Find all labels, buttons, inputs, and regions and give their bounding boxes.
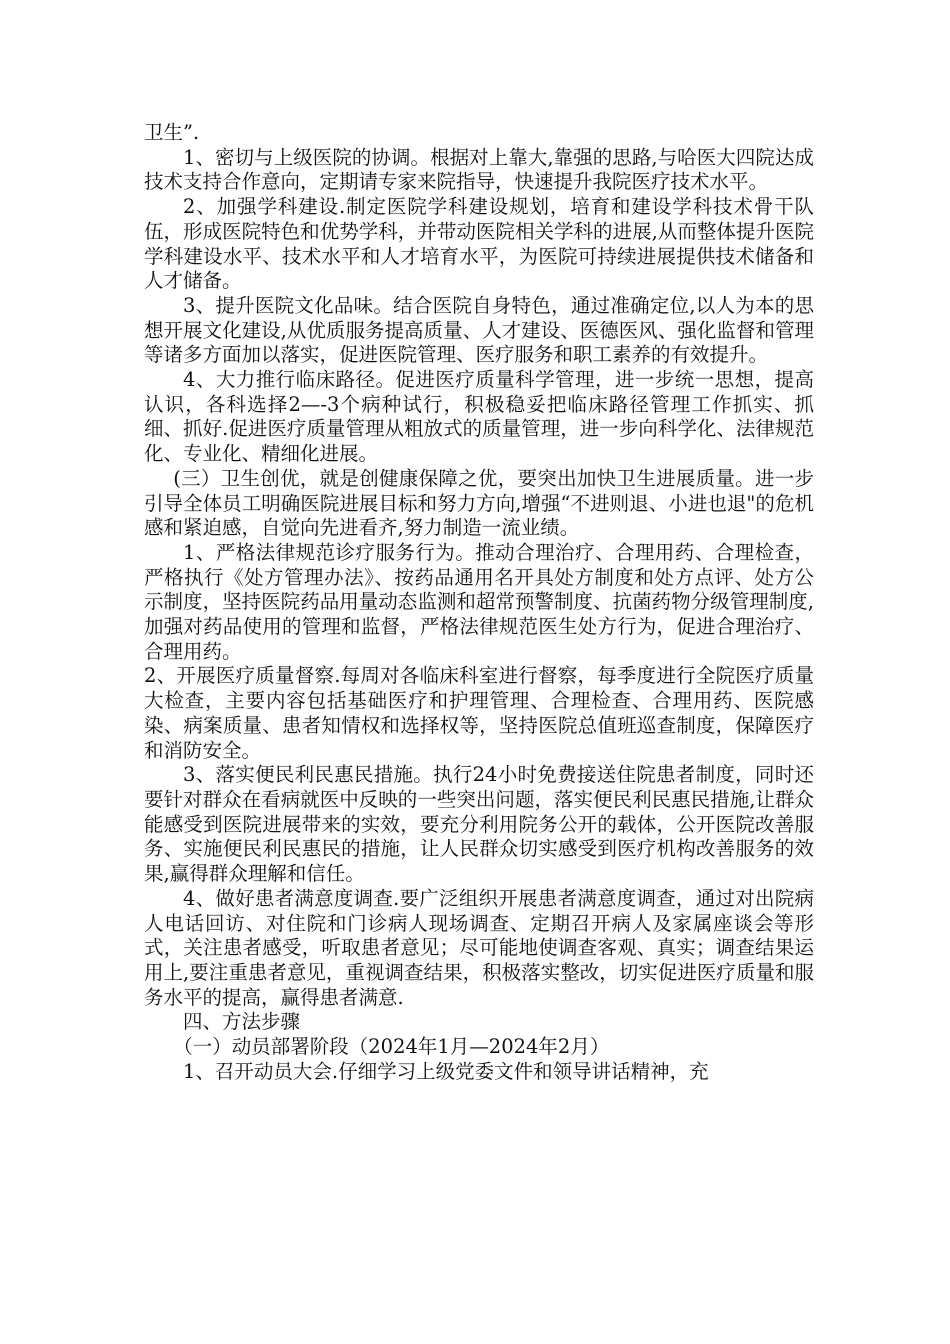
paragraph-continuation: 卫生”. (144, 121, 200, 144)
paragraph-item-2-discipline: 2、加强学科建设.制定医院学科建设规划，培育和建设学科技术骨干队伍，形成医院特色和优势学科，并带动医院相关学科的进展,从而整体提升医院学科建设水平、技术水平和人才培育水平，为医院可持续进展提供技术储备和人才储备。 (144, 195, 814, 293)
paragraph-item-3-culture: 3、提升医院文化品味。结合医院自身特色，通过准确定位,以人为本的思想开展文化建设,从优质服务提高质量、人才建设、医德医风、强化监督和管理等诸多方面加以落实，促进医院管理、医疗服务和职工素养的有效提升。 (144, 293, 814, 367)
paragraph-section-3-health-excellence: (三）卫生创优，就是创健康保障之优，要突出加快卫生进展质量。进一步引导全体员工明确医院进展目标和努力方向,增强“不进则退、小进也退"的危机感和紧迫感，自觉向先进看齐,努力制造一流业绩。 (144, 466, 814, 540)
paragraph-item-4-clinical-pathway: 4、大力推行临床路径。促进医疗质量科学管理，进一步统一思想，提高认识，各科选择2—-3个病种试行，积极稳妥把临床路径管理工作抓实、抓细、抓好.促进医疗质量管理从粗放式的质量管理，进一步向科学化、法律规范化、专业化、精细化进展。 (144, 368, 814, 466)
paragraph-item-1-regulate-practice: 1、严格法律规范诊疗服务行为。推动合理治疗、合理用药、合理检查，严格执行《处方管理办法》、按药品通用名开具处方制度和处方点评、处方公示制度，坚持医院药品用量动态监测和超常预警制度、抗菌药物分级管理制度,加强对药品使用的管理和监督，严格法律规范医生处方行为，促进合理治疗、合理用药。 (144, 540, 814, 663)
paragraph-item-2-quality-inspection: 2、开展医疗质量督察.每周对各临床科室进行督察，每季度进行全院医疗质量大检查，主要内容包括基础医疗和护理管理、合理检查、合理用药、医院感染、病案质量、患者知情权和选择权等，坚持医院总值班巡查制度，保障医疗和消防安全。 (144, 664, 814, 762)
section-heading-method-steps: 四、方法步骤 (183, 1010, 301, 1034)
subsection-heading-mobilization: （一）动员部署阶段（2024年1月—2024年2月） (173, 1035, 610, 1059)
paragraph-item-1-mobilization-meeting: 1、召开动员大会.仔细学习上级党委文件和领导讲话精神，充 (183, 1059, 709, 1083)
paragraph-item-1-coordination: 1、密切与上级医院的协调。根据对上靠大,靠强的思路,与哈医大四院达成技术支持合作意向，定期请专家来院指导，快速提升我院医疗技术水平。 (144, 145, 814, 194)
paragraph-item-4-satisfaction-survey: 4、做好患者满意度调查.要广泛组织开展患者满意度调查，通过对出院病人电话回访、对住院和门诊病人现场调查、定期召开病人及家属座谈会等形式，关注患者感受，听取患者意见；尽可能地使调查客观、真实；调查结果运用上,要注重患者意见，重视调查结果，积极落实整改，切实促进医疗质量和服务水平的提高，赢得患者满意. (144, 886, 814, 1009)
paragraph-item-3-convenience-measures: 3、落实便民利民惠民措施。执行24小时免费接送住院患者制度，同时还要针对群众在看病就医中反映的一些突出问题，落实便民利民惠民措施,让群众能感受到医院进展带来的实效，要充分利用院务公开的载体，公开医院改善服务、实施便民利民惠民的措施，让人民群众切实感受到医疗机构改善服务的效果,赢得群众理解和信任。 (144, 763, 814, 886)
document-page (144, 121, 814, 1084)
